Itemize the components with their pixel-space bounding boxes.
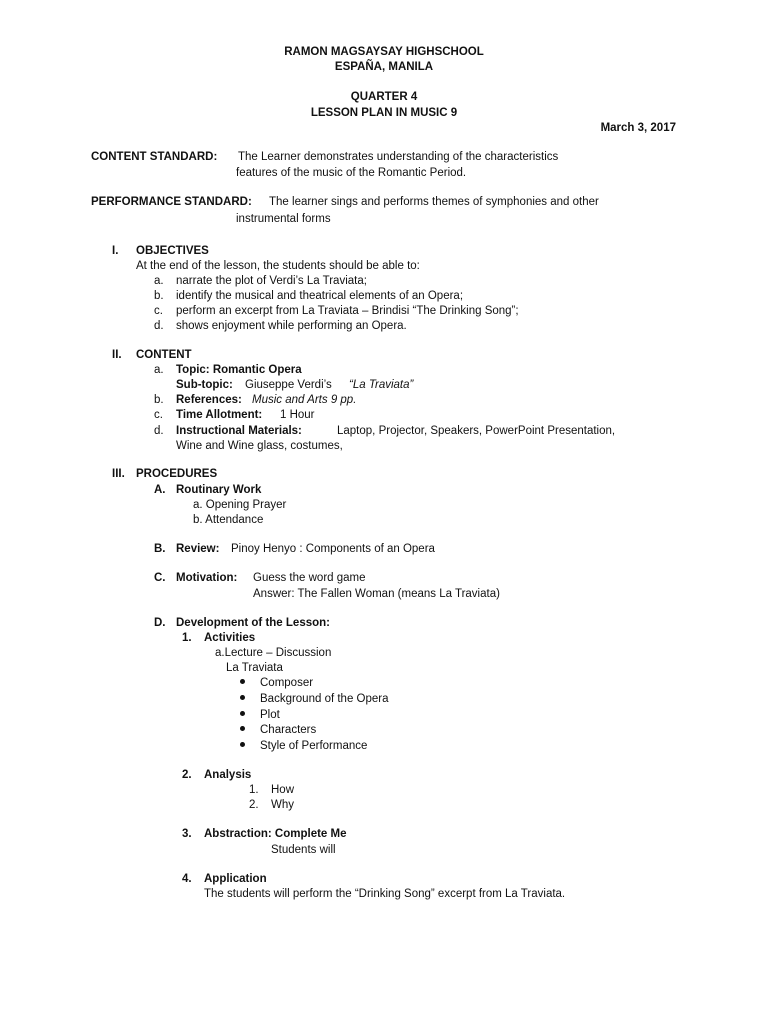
- references-marker: b.: [154, 394, 164, 406]
- school-location: ESPAÑA, MANILA: [334, 61, 434, 73]
- bullet-icon: [240, 726, 245, 731]
- topic-marker: a.: [154, 364, 164, 376]
- objective-item: narrate the plot of Verdi’s La Traviata;: [176, 275, 367, 287]
- quarter-label: QUARTER 4: [350, 91, 418, 103]
- subtopic-text: Giuseppe Verdi’s: [245, 379, 332, 391]
- content-heading: CONTENT: [136, 349, 192, 361]
- analysis-item-marker: 2.: [249, 799, 259, 811]
- motivation-label: Motivation:: [176, 572, 238, 584]
- bullet-icon: [240, 742, 245, 747]
- subtopic-title: “La Traviata”: [349, 379, 414, 391]
- analysis-marker: 2.: [182, 769, 192, 781]
- time-value: 1 Hour: [280, 409, 315, 421]
- plan-date: March 3, 2017: [600, 122, 676, 134]
- objective-marker: d.: [154, 320, 164, 332]
- routinary-item: b. Attendance: [193, 514, 264, 526]
- application-text: The students will perform the “Drinking Song” excerpt from La Traviata.: [204, 888, 566, 900]
- activities-marker: 1.: [182, 632, 192, 644]
- abstraction-marker: 3.: [182, 828, 192, 840]
- lecture-item: a.Lecture – Discussion: [215, 647, 332, 659]
- lecture-topic: La Traviata: [226, 662, 283, 674]
- materials-line2: Wine and Wine glass, costumes,: [176, 440, 343, 452]
- objectives-numeral: I.: [112, 245, 119, 257]
- analysis-item: Why: [271, 799, 294, 811]
- motivation-answer: Answer: The Fallen Woman (means La Traviata): [253, 588, 500, 600]
- bullet-item: Composer: [260, 677, 314, 689]
- procedures-numeral: III.: [112, 468, 125, 480]
- application-heading: Application: [204, 873, 267, 885]
- objective-item: identify the musical and theatrical elements of an Opera;: [176, 290, 464, 302]
- analysis-heading: Analysis: [204, 769, 252, 781]
- content-standard-line1: The Learner demonstrates understanding of the characteristics: [238, 151, 559, 163]
- materials-label: Instructional Materials:: [176, 425, 302, 437]
- objective-marker: b.: [154, 290, 164, 302]
- development-heading: Development of the Lesson:: [176, 617, 330, 629]
- school-name: RAMON MAGSAYSAY HIGHSCHOOL: [284, 46, 484, 58]
- objectives-heading: OBJECTIVES: [136, 245, 209, 257]
- application-marker: 4.: [182, 873, 192, 885]
- performance-standard-line2: instrumental forms: [236, 213, 331, 225]
- performance-standard-line1: The learner sings and performs themes of symphonies and other: [269, 196, 599, 208]
- objective-marker: a.: [154, 275, 164, 287]
- performance-standard-label: PERFORMANCE STANDARD:: [91, 196, 252, 208]
- references-value: Music and Arts 9 pp.: [252, 394, 357, 406]
- routinary-item: a. Opening Prayer: [193, 499, 287, 511]
- motivation-text: Guess the word game: [253, 572, 366, 584]
- bullet-item: Characters: [260, 724, 317, 736]
- review-marker: B.: [154, 543, 166, 555]
- materials-marker: d.: [154, 425, 164, 437]
- bullet-item: Plot: [260, 709, 280, 721]
- content-numeral: II.: [112, 349, 122, 361]
- review-label: Review:: [176, 543, 220, 555]
- content-standard-line2: features of the music of the Romantic Period.: [236, 167, 467, 179]
- topic-text: Topic: Romantic Opera: [176, 364, 302, 376]
- development-marker: D.: [154, 617, 166, 629]
- procedures-heading: PROCEDURES: [136, 468, 218, 480]
- motivation-marker: C.: [154, 572, 166, 584]
- objective-item: shows enjoyment while performing an Opera.: [176, 320, 407, 332]
- bullet-icon: [240, 711, 245, 716]
- plan-title: LESSON PLAN IN MUSIC 9: [310, 107, 458, 119]
- review-text: Pinoy Henyo : Components of an Opera: [231, 543, 435, 555]
- abstraction-heading: Abstraction: Complete Me: [204, 828, 347, 840]
- bullet-item: Style of Performance: [260, 740, 368, 752]
- references-label: References:: [176, 394, 242, 406]
- analysis-item-marker: 1.: [249, 784, 259, 796]
- objectives-intro: At the end of the lesson, the students should be able to:: [136, 260, 420, 272]
- bullet-item: Background of the Opera: [260, 693, 389, 705]
- time-marker: c.: [154, 409, 163, 421]
- bullet-icon: [240, 679, 245, 684]
- content-standard-label: CONTENT STANDARD:: [91, 151, 218, 163]
- time-label: Time Allotment:: [176, 409, 263, 421]
- abstraction-text: Students will: [271, 844, 336, 856]
- activities-heading: Activities: [204, 632, 256, 644]
- routinary-marker: A.: [154, 484, 166, 496]
- objective-item: perform an excerpt from La Traviata – Brindisi “The Drinking Song”;: [176, 305, 519, 317]
- objective-marker: c.: [154, 305, 163, 317]
- routinary-heading: Routinary Work: [176, 484, 262, 496]
- materials-value: Laptop, Projector, Speakers, PowerPoint Presentation,: [337, 425, 616, 437]
- analysis-item: How: [271, 784, 295, 796]
- bullet-icon: [240, 695, 245, 700]
- subtopic-label: Sub-topic:: [176, 379, 233, 391]
